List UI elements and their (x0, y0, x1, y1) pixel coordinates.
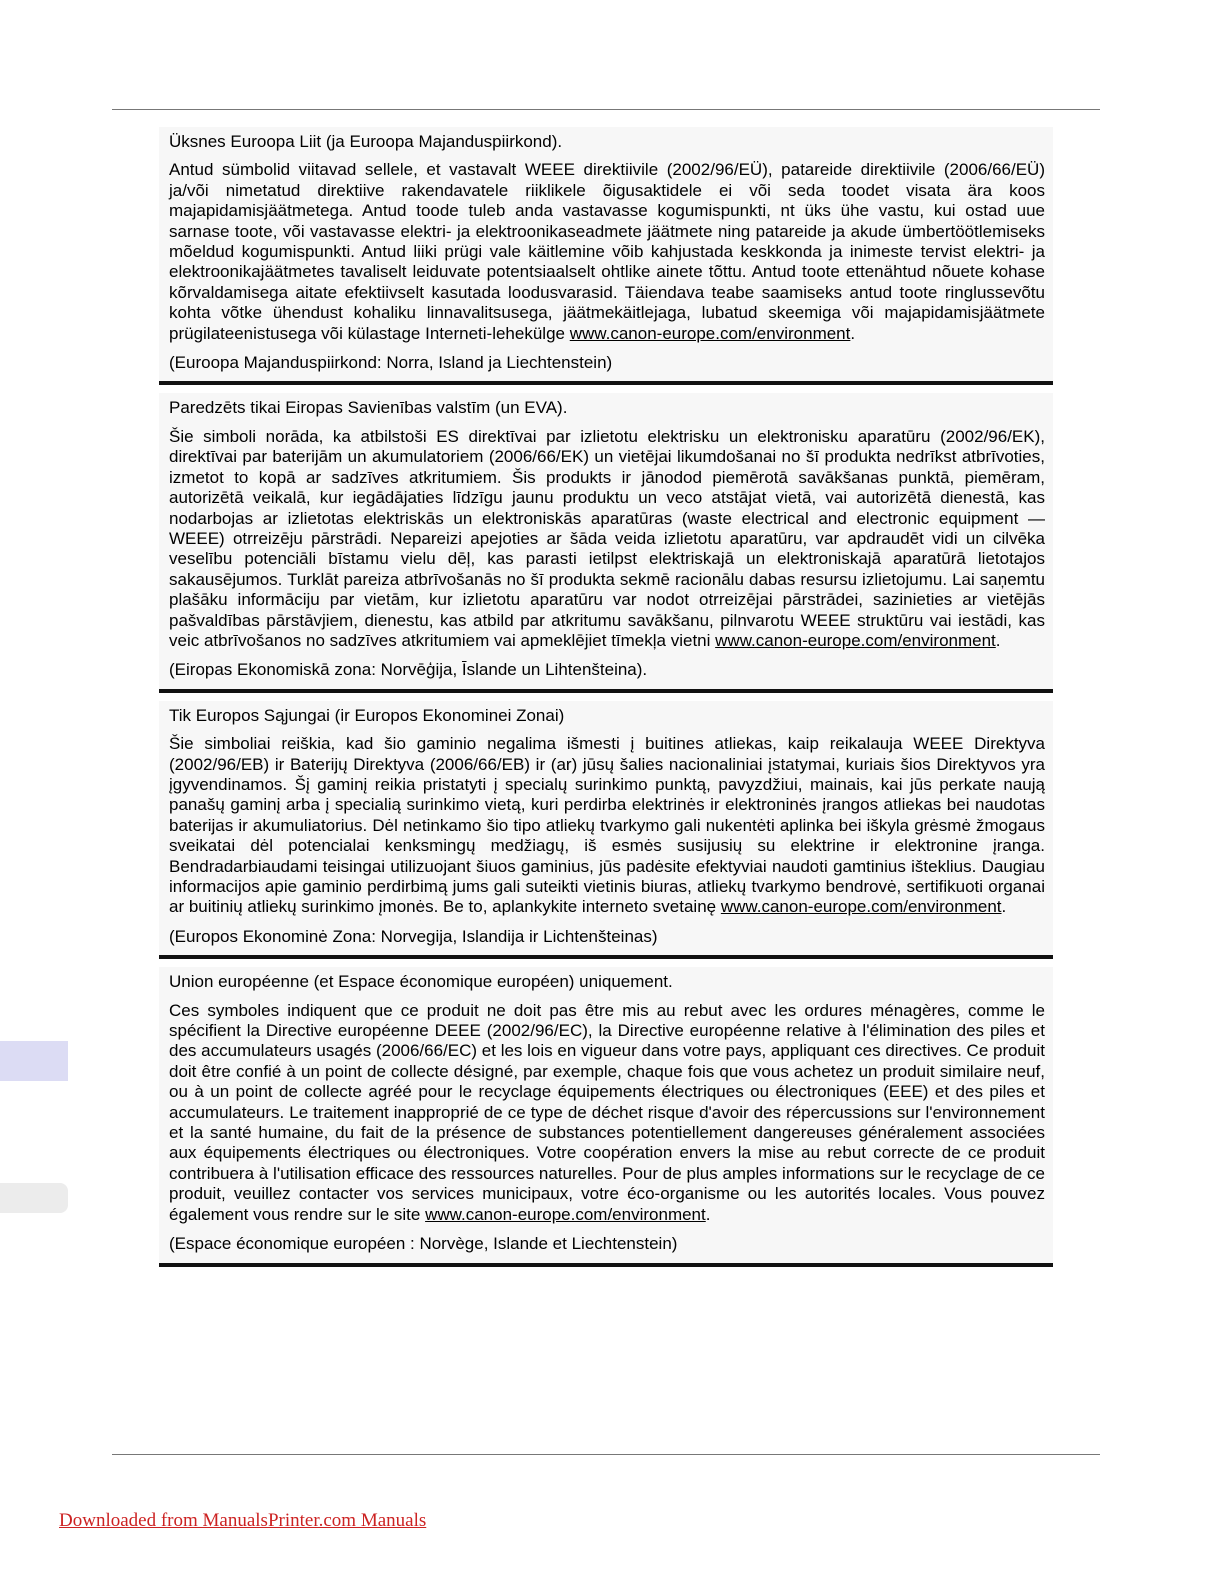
section-body (169, 734, 1045, 918)
section-french (159, 967, 1053, 1266)
chapter-tab-active (0, 1041, 68, 1081)
download-source-link[interactable]: Downloaded from ManualsPrinter.com Manuals (59, 1510, 427, 1531)
environment-link[interactable]: www.canon-europe.com/environment (425, 1204, 706, 1224)
section-body-text: Šie simboliai reiškia, kad šio gaminio negalima išmesti į buitines atliekas, kaip reikalauja WEEE Direktyva (2002/96/EB) ir Baterijų Direktyva (2006/66/EB) ir (ar) jūsų šalies nacionaliniai įstatymai, kuriais šios Direktyvos yra įgyvendinamos. Šį gaminį reikia pristatyti į specialų surinkimo punktą, pavyzdžiui, mainais, kai jūs perkate naują panašų gaminį arba į specialią surinkimo vietą, kuri perdirba elektrinės ir elektroninės įrangos atliekas bei naudotas baterijas ir akumuliatorius. Dėl netinkamo šio tipo atliekų tvarkymo gali nukentėti aplinka bei iškyla grėsmė žmogaus sveikatai dėl potencialai kenksmingų medžiagų, iš esmės susijusių su elektrine ir elektronine įranga. Bendradarbiaudami teisingai utilizuojant šiuos gaminius, jūs padėsite efektyviai naudoti gamtinius išteklius. Daugiau informacijos apie gaminio perdirbimą jums gali suteikti vietinis biuras, atliekų tvarkymo bendrovė, sertifikuoti organai ar buitinių atliekų surinkimo įmonės. Be to, aplankykite interneto svetainę (169, 734, 1045, 917)
footer-rule (112, 1454, 1100, 1455)
section-body-suffix: . (1001, 897, 1007, 917)
environment-link[interactable]: www.canon-europe.com/environment (720, 897, 1002, 917)
section-body-text: Šie simboli norāda, ka atbilstoši ES direktīvai par izlietotu elektrisku un elektronisku aparatūru (2002/96/EK), direktīvai par baterijām un akumulatoriem (2006/66/EK) un vietējai likumdošanai no šī produkta nedrīkst atbrīvoties, izmetot to kopā ar sadzīves atkritumiem. Šis produkts ir jānodod piemērotā savākšanas punktā, piemēram, autorizētā veikalā, kur iegādājaties līdzīgu jaunu produktu un veco atstājat vietā, vai autorizētā dienestā, kas nodarbojas ar izlietotas elektriskās un elektroniskās aparatūras (waste electrical and electronic equipment — WEEE) otrreizēju pārstrādi. Nepareizi apejoties ar šāda veida izlietotu aparatūru, var apdraudēt vidi un cilvēka veselību potenciāli bīstamu vielu dēļ, kas parasti ietilpst elektriskajā un elektroniskajā aparatūrā lietotajos sakausējumos. Turklāt pareiza atbrīvošanās no šī produkta sekmē racionālu dabas resursu izlietojumu. Lai saņemtu plašāku informāciju par vietām, kur izlietotu aparatūru var nodot otrreizējai pārstrādei, sazinieties ar vietējās pašvaldības pārstāvjiem, dienestu, kas atbild par atkritumu savākšanu, pilnvarotu WEEE struktūru vai iestādi, kas veic atbrīvošanos no sadzīves atkritumiem vai apmeklējiet tīmekļa vietni (169, 426, 1045, 650)
weee-notice-content (159, 127, 1053, 1267)
section-note: (Eiropas Ekonomiskā zona: Norvēģija, Īslande un Lihtenšteina). (169, 660, 648, 680)
section-body (169, 1001, 1045, 1225)
section-title: Paredzēts tikai Eiropas Savienības valstīm (un EVA). (169, 398, 568, 418)
section-estonian (159, 127, 1053, 385)
chapter-tab (0, 1183, 68, 1213)
section-lithuanian (159, 701, 1053, 959)
section-body (169, 160, 1045, 344)
section-latvian (159, 393, 1053, 692)
section-title: Tik Europos Sąjungai (ir Europos Ekonominei Zonai) (169, 705, 565, 725)
environment-link[interactable]: www.canon-europe.com/environment (715, 630, 996, 650)
header-rule (112, 109, 1100, 110)
section-note: (Europos Ekonominė Zona: Norvegija, Islandija ir Lichtenšteinas) (169, 926, 658, 946)
section-body (169, 427, 1045, 651)
section-note: (Espace économique européen : Norvège, Islande et Liechtenstein) (169, 1234, 678, 1254)
section-body-suffix: . (995, 630, 1001, 650)
section-body-suffix: . (705, 1204, 711, 1224)
section-body-text: Antud sümbolid viitavad sellele, et vastavalt WEEE direktiivile (2002/96/EÜ), patareide direktiivile (2006/66/EÜ) ja/või nimetatud direktiive rakendavatele riiklikele õigusaktidele ei või seda toodet visata ära koos majapidamisjäätmetega. Antud toode tuleb anda vastavasse kogumispunkti, nt üks ühe vastu, kui ostad uue sarnase toote, või vastavasse elektri- ja elektroonikaseadmete jäätmete ning patareide ja akude ümbertöötlemiseks mõeldud kogumispunkti. Antud liiki prügi vale käitlemine võib kahjustada keskkonda ja inimeste tervist elektri- ja elektroonikajäätmetes tavaliselt leiduvate potentsiaalselt ohtlike ainete tõttu. Antud toote ettenähtud nõuete kohase kõrvaldamisega aitate efektiivselt kasutada loodusvarasid. Täiendava teabe saamiseks antud toote ringlussevõtu kohta võtke ühendust kohaliku linnavalitsusega, jäätmekäitlejaga, lubatud skeemiga või majapidamisjäätmete prügilateenistusega või külastage Interneti-lehekülge (169, 160, 1045, 343)
section-note: (Euroopa Majanduspiirkond: Norra, Island ja Liechtenstein) (169, 353, 613, 373)
section-title: Üksnes Euroopa Liit (ja Euroopa Majanduspiirkond). (169, 132, 563, 151)
section-title: Union européenne (et Espace économique européen) uniquement. (169, 972, 673, 992)
section-body-suffix: . (850, 323, 856, 343)
section-body-text: Ces symboles indiquent que ce produit ne doit pas être mis au rebut avec les ordures ménagères, comme le spécifient la Directive européenne DEEE (2002/96/EC), la Directive européenne relative à l'élimination des piles et des accumulateurs usagés (2006/66/EC) et les lois en vigueur dans votre pays, appliquant ces directives. Ce produit doit être confié à un point de collecte désigné, par exemple, chaque fois que vous achetez un produit similaire neuf, ou à un point de collecte agréé pour le recyclage équipements électriques ou électroniques (EEE) et des piles et accumulateurs. Le traitement inapproprié de ce type de déchet risque d'avoir des répercussions sur l'environnement et la santé humaine, du fait de la présence de substances potentiellement dangereuses généralement associées aux équipements électriques ou électroniques. Votre coopération envers la mise au rebut correcte de ce produit contribuera à l'utilisation efficace des ressources naturelles. Pour de plus amples informations sur le recyclage de ce produit, veuillez contacter vos services municipaux, votre éco-organisme ou les autorités locales. Vous pouvez également vous rendre sur le site (169, 1000, 1045, 1224)
environment-link[interactable]: www.canon-europe.com/environment (569, 323, 851, 343)
